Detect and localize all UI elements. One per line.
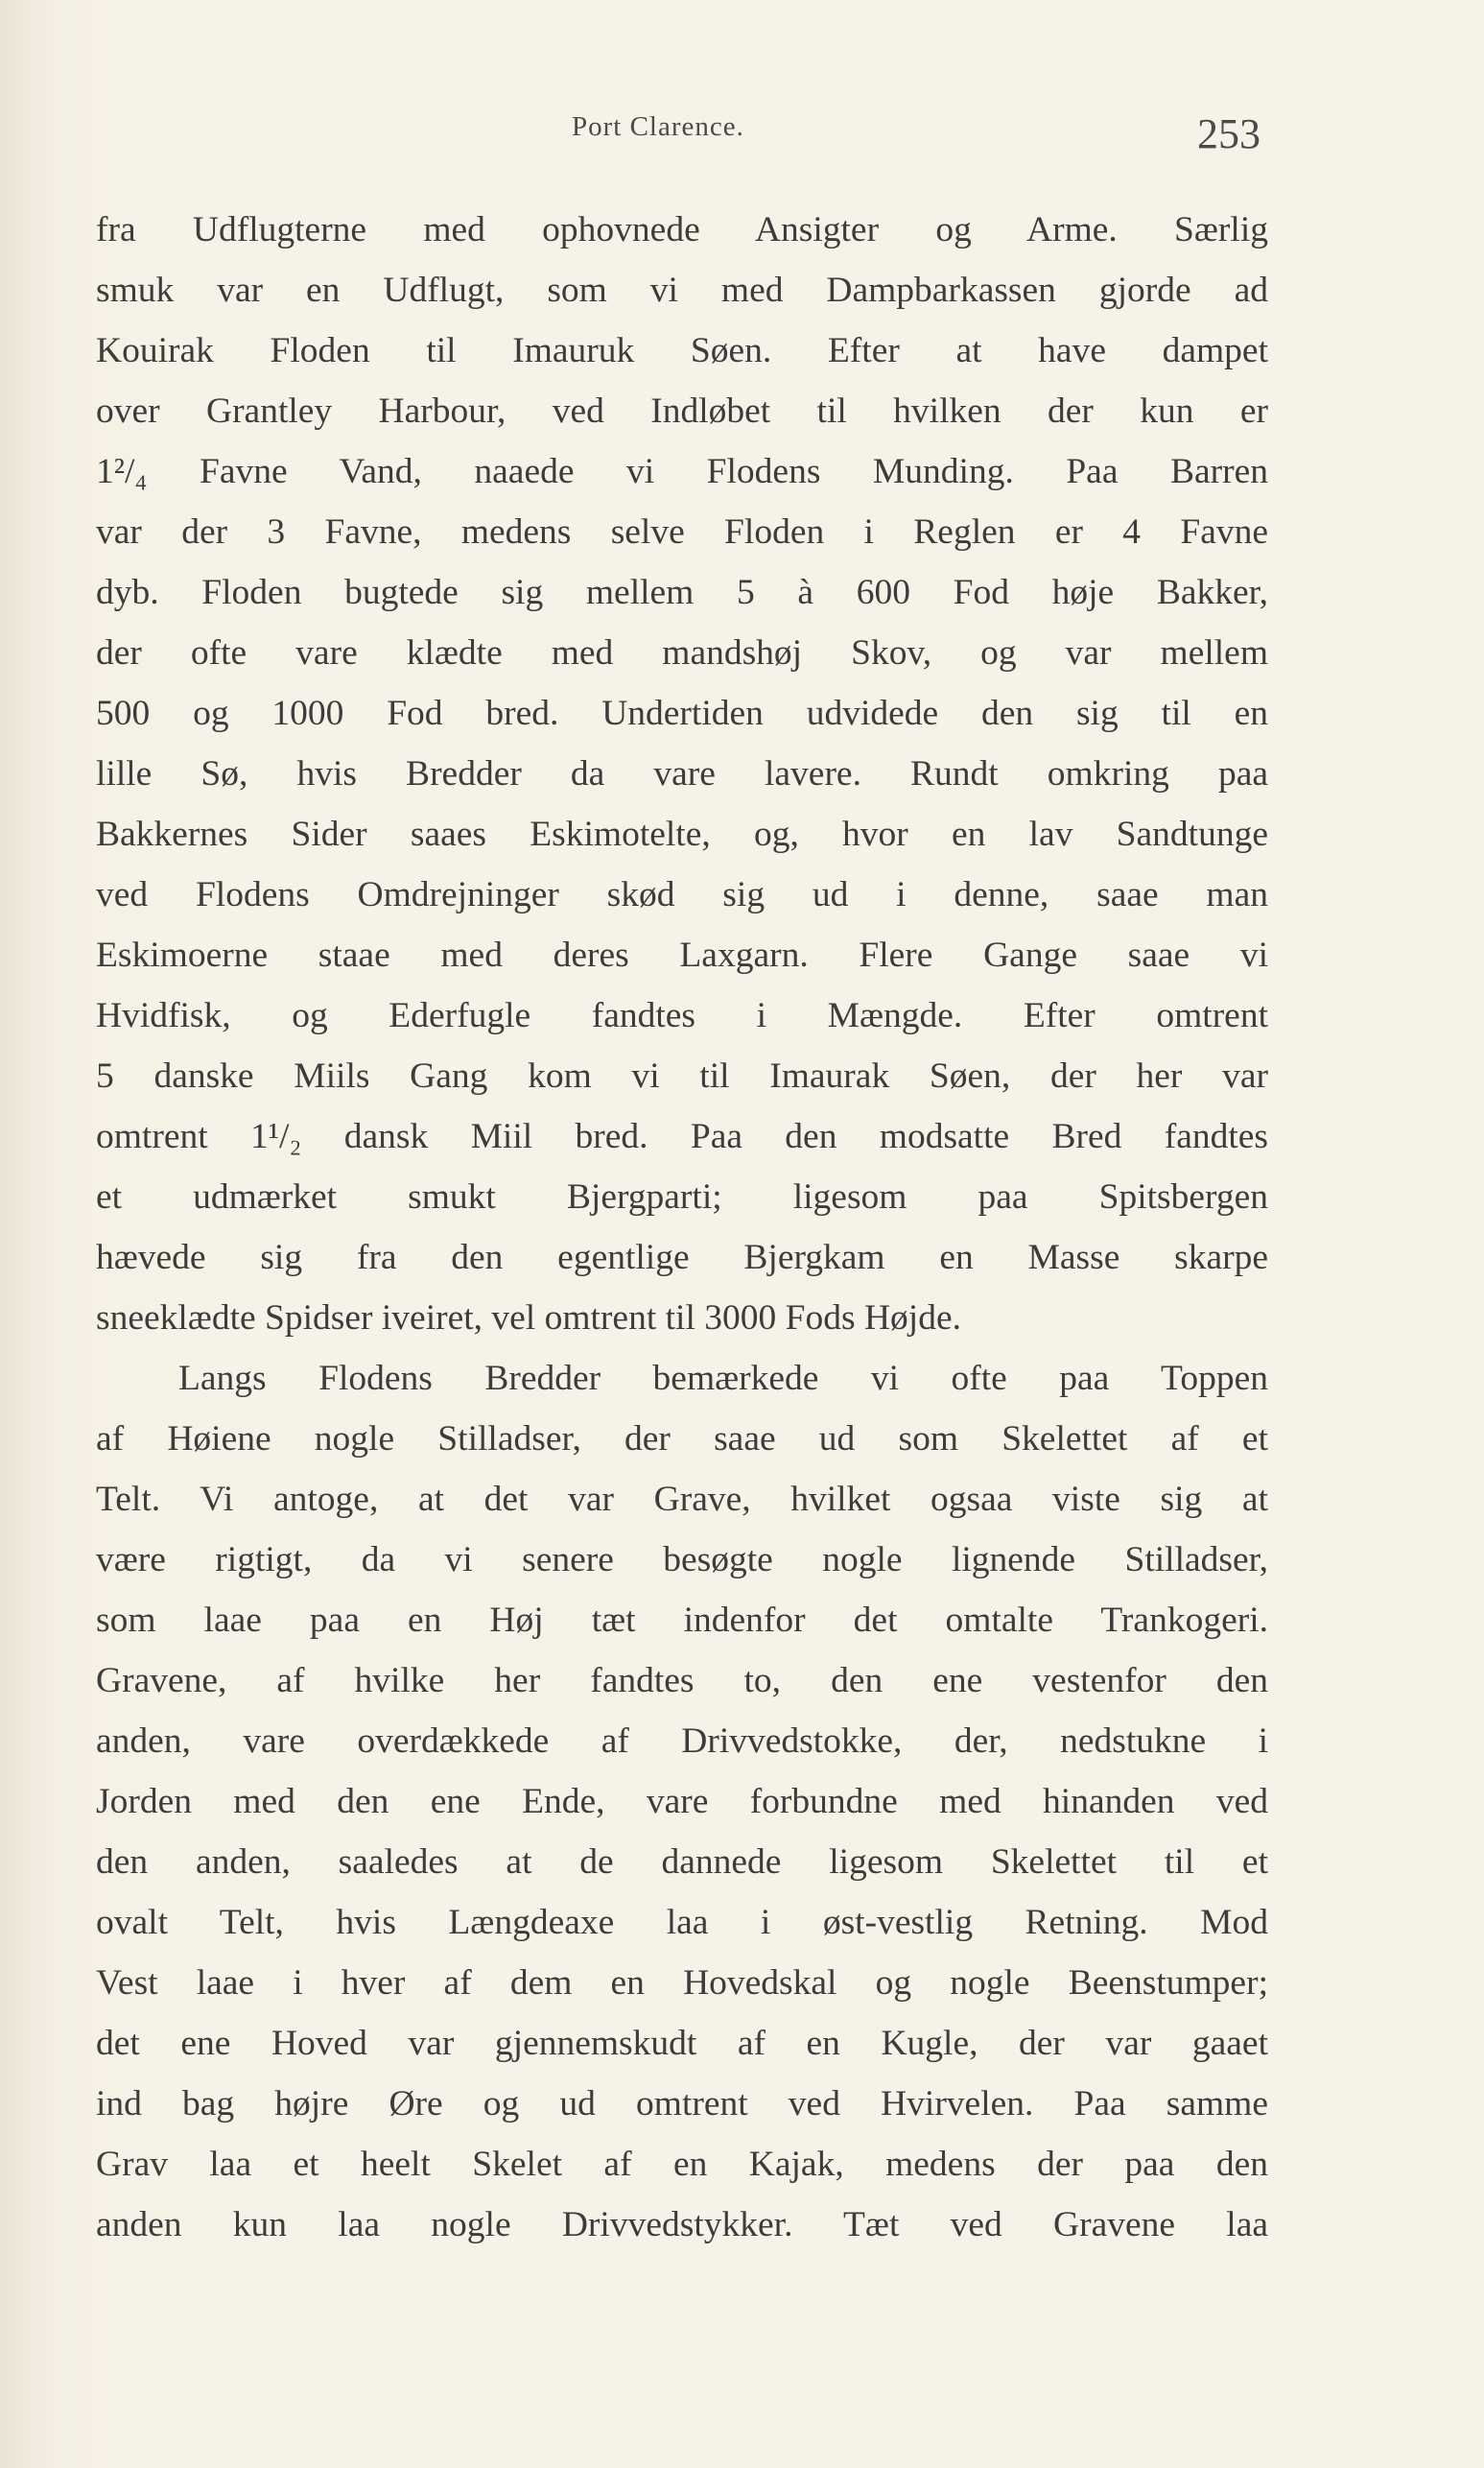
text-line: Grav laa et heelt Skelet af en Kajak, medens der paa den — [96, 2145, 1268, 2184]
text-line: 1²/₄ Favne Vand, naaede vi Flodens Munding. Paa Barren — [96, 452, 1268, 491]
text-line: Vest laae i hver af dem en Hovedskal og nogle Beenstumper; — [96, 1963, 1268, 2003]
text-line: var der 3 Favne, medens selve Floden i Reglen er 4 Favne — [96, 512, 1268, 552]
text-line: af Høiene nogle Stilladser, der saae ud som Skelettet af et — [96, 1419, 1268, 1459]
text-line: over Grantley Harbour, ved Indløbet til hvilken der kun er — [96, 392, 1268, 431]
text-line: Jorden med den ene Ende, vare forbundne med hinanden ved — [96, 1782, 1268, 1821]
text-line: ind bag højre Øre og ud omtrent ved Hvirvelen. Paa samme — [96, 2084, 1268, 2124]
text-line: Gravene, af hvilke her fandtes to, den ene vestenfor den — [96, 1661, 1268, 1700]
text-line: 500 og 1000 Fod bred. Undertiden udvidede den sig til en — [96, 694, 1268, 733]
text-line: ved Flodens Omdrejninger skød sig ud i denne, saae man — [96, 875, 1268, 914]
text-line: omtrent 1¹/₂ dansk Miil bred. Paa den modsatte Bred fandtes — [96, 1117, 1268, 1156]
text-line: dyb. Floden bugtede sig mellem 5 à 600 Fod høje Bakker, — [96, 573, 1268, 612]
running-title: Port Clarence. — [572, 111, 744, 142]
text-line: Langs Flodens Bredder bemærkede vi ofte paa Toppen — [178, 1359, 1268, 1398]
text-line: som laae paa en Høj tæt indenfor det omtalte Trankogeri. — [96, 1601, 1268, 1640]
text-line: et udmærket smukt Bjergparti; ligesom paa Spitsbergen — [96, 1177, 1268, 1217]
text-line: være rigtigt, da vi senere besøgte nogle lignende Stilladser, — [96, 1540, 1268, 1579]
text-line: fra Udflugterne med ophovnede Ansigter og Arme. Særlig — [96, 210, 1268, 249]
text-line: Hvidfisk, og Ederfugle fandtes i Mængde. Efter omtrent — [96, 996, 1268, 1035]
text-line: sneeklædte Spidser iveiret, vel omtrent til 3000 Fods Højde. — [96, 1298, 961, 1338]
text-line: smuk var en Udflugt, som vi med Dampbarkassen gjorde ad — [96, 271, 1268, 310]
text-line: Eskimoerne staae med deres Laxgarn. Flere Gange saae vi — [96, 936, 1268, 975]
text-line: Bakkernes Sider saaes Eskimotelte, og, hvor en lav Sandtunge — [96, 815, 1268, 854]
text-line: anden, vare overdækkede af Drivvedstokke, der, nedstukne i — [96, 1721, 1268, 1761]
text-line: lille Sø, hvis Bredder da vare lavere. Rundt omkring paa — [96, 754, 1268, 794]
text-line: det ene Hoved var gjennemskudt af en Kugle, der var gaaet — [96, 2024, 1268, 2063]
text-line: der ofte vare klædte med mandshøj Skov, og var mellem — [96, 633, 1268, 673]
text-line: hævede sig fra den egentlige Bjergkam en Masse skarpe — [96, 1238, 1268, 1277]
text-line: 5 danske Miils Gang kom vi til Imaurak Søen, der her var — [96, 1056, 1268, 1096]
text-line: Kouirak Floden til Imauruk Søen. Efter at have dampet — [96, 331, 1268, 370]
text-line: den anden, saaledes at de dannede ligesom Skelettet til et — [96, 1842, 1268, 1882]
page-number: 253 — [1197, 110, 1260, 157]
text-line: anden kun laa nogle Drivvedstykker. Tæt ved Gravene laa — [96, 2205, 1268, 2244]
page-header — [0, 106, 1484, 163]
body-text — [96, 200, 1268, 2255]
text-line: ovalt Telt, hvis Længdeaxe laa i øst-vestlig Retning. Mod — [96, 1903, 1268, 1942]
text-line: Telt. Vi antoge, at det var Grave, hvilket ogsaa viste sig at — [96, 1480, 1268, 1519]
